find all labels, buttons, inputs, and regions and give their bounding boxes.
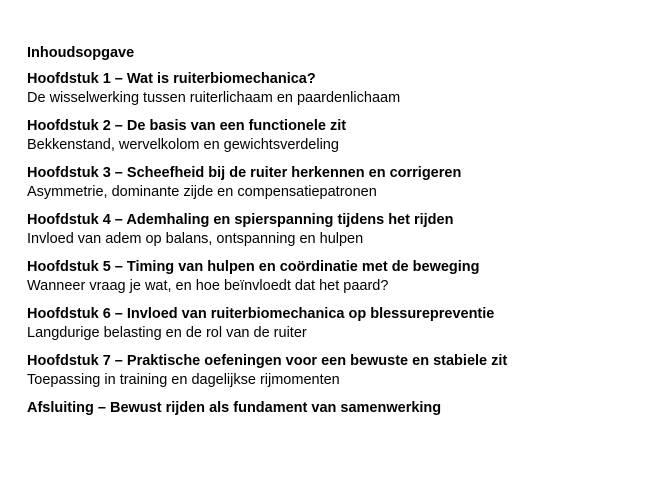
chapter-title: Hoofdstuk 6 – Invloed van ruiterbiomechanica op blessurepreventie — [27, 306, 495, 322]
chapter-subtitle: Invloed van adem op balans, ontspanning en hulpen — [27, 231, 364, 247]
chapter-title: Hoofdstuk 2 – De basis van een functionele zit — [27, 118, 347, 134]
chapter-subtitle: Bekkenstand, wervelkolom en gewichtsverdeling — [27, 137, 339, 153]
toc-heading: Inhoudsopgave — [27, 45, 135, 61]
toc-entry-closing — [27, 399, 627, 417]
chapter-title: Hoofdstuk 3 – Scheefheid bij de ruiter herkennen en corrigeren — [27, 165, 462, 181]
toc-entry-chapter-3 — [27, 164, 627, 201]
chapter-title: Hoofdstuk 5 – Timing van hulpen en coördinatie met de beweging — [27, 259, 480, 275]
chapter-title: Hoofdstuk 4 – Ademhaling en spierspanning tijdens het rijden — [27, 212, 454, 228]
chapter-subtitle: Langdurige belasting en de rol van de ruiter — [27, 325, 307, 341]
toc-entry-chapter-7 — [27, 352, 627, 389]
toc-entry-chapter-2 — [27, 117, 627, 154]
chapter-title: Hoofdstuk 7 – Praktische oefeningen voor een bewuste en stabiele zit — [27, 353, 508, 369]
toc-entry-chapter-1 — [27, 70, 627, 107]
toc-entry-chapter-4 — [27, 211, 627, 248]
chapter-subtitle: Asymmetrie, dominante zijde en compensatiepatronen — [27, 184, 377, 200]
chapter-subtitle: Wanneer vraag je wat, en hoe beïnvloedt dat het paard? — [27, 278, 389, 294]
toc-entry-chapter-6 — [27, 305, 627, 342]
chapter-title: Hoofdstuk 1 – Wat is ruiterbiomechanica? — [27, 71, 316, 87]
document-page — [27, 44, 627, 427]
chapter-subtitle: Toepassing in training en dagelijkse rijmomenten — [27, 372, 340, 388]
chapter-subtitle: De wisselwerking tussen ruiterlichaam en paardenlichaam — [27, 90, 401, 106]
closing-title: Afsluiting – Bewust rijden als fundament van samenwerking — [27, 400, 442, 416]
toc-entry-chapter-5 — [27, 258, 627, 295]
